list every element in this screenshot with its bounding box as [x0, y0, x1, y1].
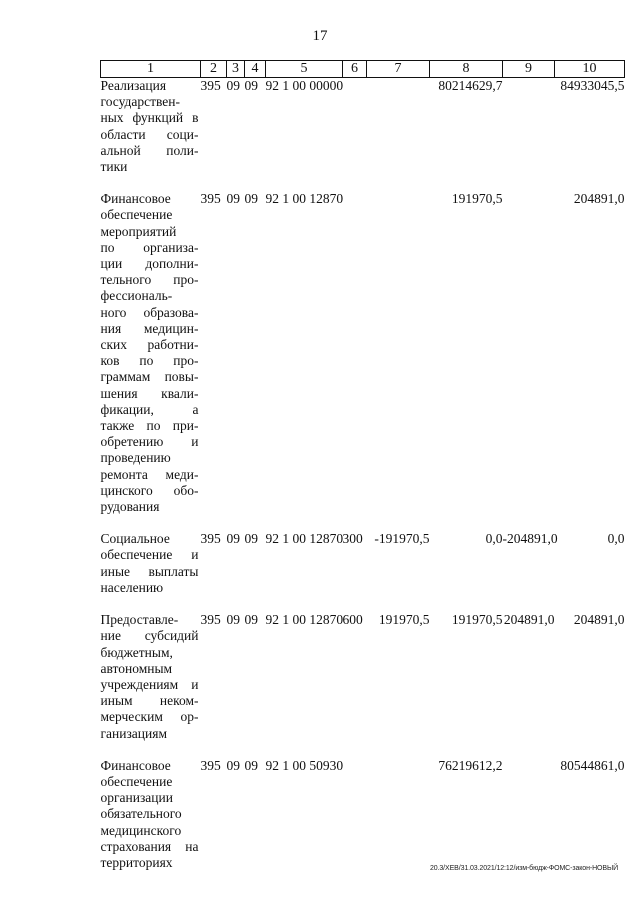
- header-cell: 3: [227, 61, 245, 78]
- expense-type-cell: [343, 758, 367, 871]
- row-name-line: ции дополни-: [100, 256, 199, 272]
- row-name-line: автономным: [100, 660, 173, 676]
- subsection-code-cell: 09: [244, 191, 258, 207]
- row-name-line: ков по про-: [100, 353, 199, 369]
- document-footer: 20.3/ХЕВ/31.03.2021/12:12/изм-бюдж-ФОМС-закон-НОВЫЙ: [429, 865, 618, 872]
- row-name-line: фессиональ-: [100, 288, 173, 304]
- amendment-cell: -191970,5: [374, 531, 430, 547]
- row-name-line: обеспечение и: [100, 547, 199, 563]
- row-name-line: граммам повы-: [100, 369, 199, 385]
- ministry-code-cell: 395: [200, 612, 221, 628]
- amendment-cell: 191970,5: [378, 612, 430, 628]
- row-name-line: территориях: [100, 854, 173, 870]
- target-article-cell: 92 1 00 12870: [265, 191, 344, 207]
- subsection-code-cell: 09: [244, 757, 258, 773]
- header-cell: 1: [101, 61, 201, 78]
- row-name-line: Реализация: [100, 78, 167, 93]
- row-name-line: иные выплаты: [100, 563, 199, 579]
- row-name-line: цинского обо-: [100, 482, 199, 498]
- header-cell: 4: [245, 61, 266, 78]
- table-row: [101, 531, 625, 596]
- amount-cell: 191970,5: [451, 612, 503, 628]
- row-name-line: обязательного: [100, 806, 182, 822]
- row-name-line: страхования на: [100, 838, 199, 854]
- table-row: [101, 612, 625, 742]
- row-name-line: государствен-: [100, 94, 181, 110]
- row-name-line: ских работни-: [100, 337, 199, 353]
- amendment-next-cell: [503, 78, 555, 176]
- amendment-cell: [367, 758, 430, 871]
- amendment-cell: [367, 78, 430, 176]
- amendment-next-cell: [503, 191, 555, 515]
- section-code-cell: 09: [226, 78, 240, 93]
- ministry-code-cell: 395: [200, 531, 221, 547]
- amount-cell: 0,0: [485, 531, 503, 547]
- amount-next-cell: 0,0: [607, 531, 625, 547]
- row-spacer-cell: [101, 596, 625, 612]
- amount-next-cell: 204891,0: [573, 191, 625, 207]
- header-cell: 10: [555, 61, 625, 78]
- header-cell: 6: [343, 61, 367, 78]
- subsection-code-cell: 09: [244, 612, 258, 628]
- row-name-cell: [101, 78, 201, 176]
- amendment-cell: [367, 191, 430, 515]
- row-name-line: ние субсидий: [100, 628, 199, 644]
- row-spacer: [101, 515, 625, 531]
- header-cell: 7: [367, 61, 430, 78]
- row-spacer-cell: [101, 742, 625, 758]
- section-code-cell: 09: [226, 612, 240, 628]
- ministry-code-cell: 395: [200, 78, 221, 93]
- section-code-cell: 09: [226, 531, 240, 547]
- row-name-line: мероприятий: [100, 223, 177, 239]
- subsection-code-cell: 09: [244, 78, 258, 93]
- expense-type-cell: [343, 191, 367, 515]
- row-spacer-cell: [101, 515, 625, 531]
- row-name-line: ного образова-: [100, 304, 199, 320]
- row-name-line: тельного про-: [100, 272, 199, 288]
- row-name-line: Социальное: [100, 531, 170, 547]
- row-name-line: проведению: [100, 450, 171, 466]
- row-name-line: также по при-: [100, 418, 199, 434]
- row-name-line: бюджетным,: [100, 644, 173, 660]
- expense-type-cell: [343, 78, 367, 176]
- header-cell: 2: [201, 61, 227, 78]
- row-name-cell: [101, 531, 201, 596]
- row-name-line: фикации, а: [100, 401, 199, 417]
- amendment-next-cell: -204891,0: [502, 531, 558, 547]
- budget-table: [100, 60, 625, 871]
- amount-cell: 76219612,2: [438, 757, 503, 773]
- row-name-line: шения квали-: [100, 385, 199, 401]
- row-name-line: иным неком-: [100, 693, 199, 709]
- row-name-cell: [101, 191, 201, 515]
- target-article-cell: 92 1 00 50930: [265, 757, 344, 773]
- amount-next-cell: 80544861,0: [560, 757, 625, 773]
- ministry-code-cell: 395: [200, 757, 221, 773]
- row-name-line: ных функций в: [100, 110, 199, 126]
- row-spacer: [101, 596, 625, 612]
- row-name-line: ремонта меди-: [100, 466, 199, 482]
- expense-type-cell: 600: [342, 612, 363, 628]
- amendment-next-cell: [503, 758, 555, 871]
- ministry-code-cell: 395: [200, 191, 221, 207]
- table-row: [101, 191, 625, 515]
- row-name-line: Предоставле-: [100, 612, 179, 628]
- row-name-line: обеспечение: [100, 773, 173, 789]
- subsection-code-cell: 09: [244, 531, 258, 547]
- row-spacer: [101, 742, 625, 758]
- row-name-line: рудования: [100, 499, 160, 515]
- section-code-cell: 09: [226, 191, 240, 207]
- header-cell: 8: [430, 61, 503, 78]
- amount-next-cell: 84933045,5: [560, 78, 625, 93]
- row-name-line: обеспечение: [100, 207, 173, 223]
- header-cell: 5: [266, 61, 343, 78]
- row-name-line: учреждениям и: [100, 676, 199, 692]
- amount-cell: 80214629,7: [438, 78, 503, 93]
- row-name-line: медицинского: [100, 822, 182, 838]
- row-name-line: тики: [100, 159, 128, 175]
- target-article-cell: 92 1 00 00000: [265, 78, 344, 93]
- table-row: [101, 758, 625, 871]
- row-name-line: обретению и: [100, 434, 199, 450]
- section-code-cell: 09: [226, 757, 240, 773]
- row-spacer-cell: [101, 175, 625, 191]
- table-body: [101, 78, 625, 872]
- row-name-cell: [101, 612, 201, 742]
- target-article-cell: 92 1 00 12870: [265, 531, 344, 547]
- row-spacer: [101, 175, 625, 191]
- row-name-line: альной поли-: [100, 142, 199, 158]
- header-row: [101, 61, 625, 78]
- amendment-next-cell: 204891,0: [503, 612, 555, 628]
- row-name-line: Финансовое: [100, 757, 171, 773]
- row-name-line: ганизациям: [100, 725, 168, 741]
- expense-type-cell: 300: [342, 531, 363, 547]
- page-number: 17: [312, 28, 328, 44]
- row-name-line: Финансовое: [100, 191, 171, 207]
- row-name-cell: [101, 758, 201, 871]
- row-name-line: области соци-: [100, 126, 199, 142]
- row-name-line: мерческим ор-: [100, 709, 199, 725]
- row-name-line: по организа-: [100, 239, 199, 255]
- amount-next-cell: 204891,0: [573, 612, 625, 628]
- header-cell: 9: [503, 61, 555, 78]
- row-name-line: организации: [100, 790, 173, 806]
- row-name-line: ния медицин-: [100, 320, 199, 336]
- row-name-line: населению: [100, 579, 164, 595]
- amount-cell: 191970,5: [451, 191, 503, 207]
- target-article-cell: 92 1 00 12870: [265, 612, 344, 628]
- table-row: [101, 78, 625, 176]
